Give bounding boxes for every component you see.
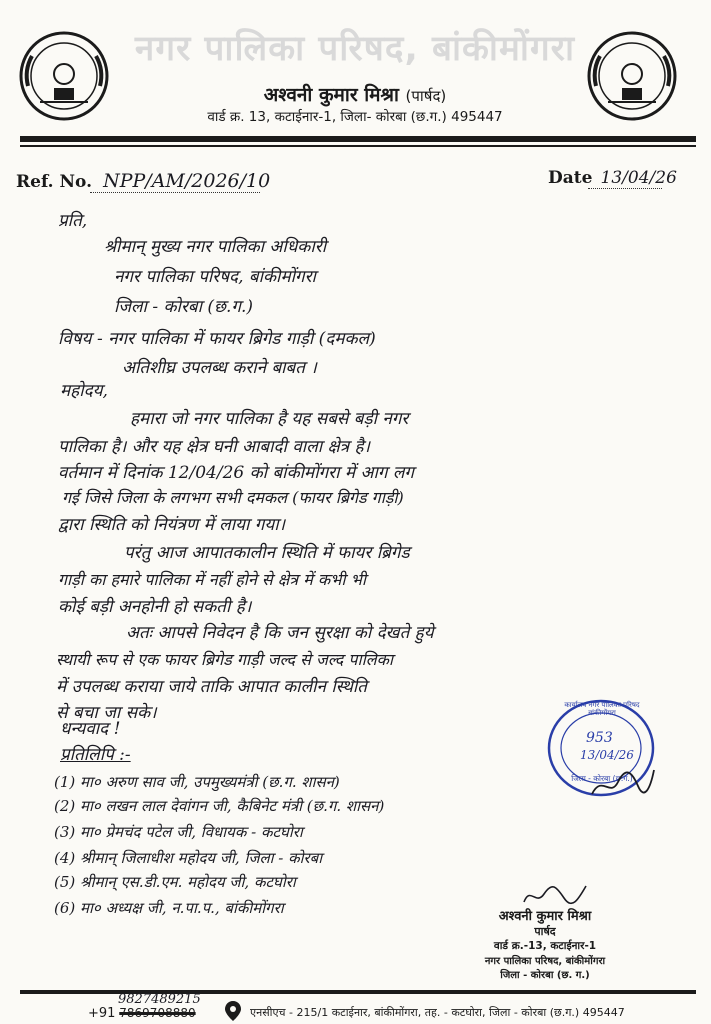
signature-block: [470, 906, 620, 981]
receiver-signature-icon: [588, 764, 658, 804]
cc-item: (1) मा० अरुण साव जी, उपमुख्यमंत्री (छ.ग. शासन): [54, 773, 340, 791]
body-line: परंतु आज आपातकालीन स्थिति में फायर ब्रिगेड: [124, 543, 410, 563]
recipient-line: जिला - कोरबा (छ.ग.): [114, 297, 253, 317]
signer-council: नगर पालिका परिषद, बांकीमोंगरा: [484, 956, 606, 967]
body-line: अतः आपसे निवेदन है कि जन सुरक्षा को देखते हुये: [126, 623, 434, 643]
council-emblem-right: [586, 30, 678, 122]
seal-inward-date: 13/04/26: [580, 748, 634, 762]
cc-number: 2: [59, 797, 70, 815]
cc-text: मा० लखन लाल देवांगन जी, कैबिनेट मंत्री (छ.ग. शासन): [80, 797, 385, 815]
closing: धन्यवाद !: [60, 719, 121, 739]
body-line: वर्तमान में दिनांक 12/04/26 को बांकीमोंगरा में आग लग: [58, 463, 414, 483]
body-line: द्वारा स्थिति को नियंत्रण में लाया गया।: [58, 515, 286, 535]
header-divider-thin: [20, 145, 696, 147]
signer-name: अश्वनी कुमार मिश्रा: [498, 909, 592, 924]
location-pin-icon: [224, 1000, 242, 1022]
date-underline: [588, 188, 662, 189]
date-label: Date: [548, 168, 593, 188]
member-name-line: [150, 81, 560, 107]
recipient-line: श्रीमान् मुख्य नगर पालिका अधिकारी: [104, 237, 327, 257]
cc-item: (3) मा० प्रेमचंद पटेल जी, विधायक - कटघोरा: [54, 823, 303, 841]
body-line: हमारा जो नगर पालिका है यह सबसे बड़ी नगर: [130, 409, 409, 429]
cc-number: 6: [59, 899, 70, 917]
cc-text: मा० प्रेमचंद पटेल जी, विधायक - कटघोरा: [80, 823, 303, 841]
to-salutation: प्रति,: [58, 211, 88, 231]
date-value: 13/04/26: [600, 168, 677, 188]
footer-phone: [88, 1006, 196, 1021]
cc-number: 5: [59, 873, 70, 891]
cc-item: (4) श्रीमान् जिलाधीश महोदय जी, जिला - कोरबा: [54, 849, 323, 867]
cc-item: (2) मा० लखन लाल देवांगन जी, कैबिनेट मंत्री (छ.ग. शासन): [54, 797, 385, 815]
signer-district: जिला - कोरबा (छ. ग.): [500, 970, 590, 981]
cc-number: 1: [59, 773, 70, 791]
council-name: नगर पालिका परिषद, बांकीमोंगरा: [134, 29, 576, 69]
body-line: से बचा जा सके।: [56, 703, 157, 723]
footer-phone-struck: 7869708880: [119, 1006, 196, 1020]
cc-item: (5) श्रीमान् एस.डी.एम. महोदय जी, कटघोरा: [54, 873, 296, 891]
ref-label: Ref. No.: [16, 172, 92, 192]
footer-phone-handwritten: 9827489215: [118, 992, 201, 1007]
cc-text: श्रीमान् जिलाधीश महोदय जी, जिला - कोरबा: [80, 849, 323, 867]
signer-role: पार्षद: [534, 925, 556, 938]
recipient-line: नगर पालिका परिषद, बांकीमोंगरा: [114, 267, 316, 287]
header-divider: [20, 136, 696, 142]
member-address: वार्ड क्र. 13, कटाईनार-1, जिला- कोरबा (छ.ग.) 495447: [207, 109, 503, 125]
body-line: कोई बड़ी अनहोनी हो सकती है।: [58, 597, 252, 617]
seal-ring-text: कार्यालय नगर पालिका परिषद बांकीमोंगरा: [564, 701, 640, 717]
ref-underline: [90, 192, 260, 193]
member-name: अश्वनी कुमार मिश्रा: [263, 84, 399, 106]
body-line: में उपलब्ध कराया जाये ताकि आपात कालीन स्थिति: [56, 677, 367, 697]
council-emblem-left: [18, 30, 110, 122]
ref-line: [16, 170, 270, 192]
subject-text-2: अतिशीघ्र उपलब्ध कराने बाबत ।: [122, 358, 317, 378]
cc-text: श्रीमान् एस.डी.एम. महोदय जी, कटघोरा: [80, 873, 296, 891]
cc-label: प्रतिलिपि :-: [60, 745, 131, 765]
date-line: [548, 168, 677, 188]
footer-address: एनसीएच - 215/1 कटाईनार, बांकीमोंगरा, तह. - कटघोरा, जिला - कोरबा (छ.ग.) 495447: [250, 1006, 625, 1019]
cc-item: (6) मा० अध्यक्ष जी, न.पा.प., बांकीमोंगरा: [54, 899, 284, 917]
cc-number: 4: [59, 849, 70, 867]
body-line: गाड़ी का हमारे पालिका में नहीं होने से क्षेत्र में कभी भी: [58, 570, 367, 589]
footer-phone-prefix: +91: [88, 1006, 116, 1021]
subject-text-1: नगर पालिका में फायर ब्रिगेड गाड़ी (दमकल): [108, 329, 376, 349]
subject-label: विषय -: [58, 329, 103, 349]
member-role: (पार्षद): [405, 87, 447, 105]
cc-number: 3: [59, 823, 70, 841]
greeting: महोदय,: [60, 381, 108, 401]
letterhead: [0, 0, 711, 150]
subject-line-1: [58, 326, 376, 349]
ref-value: NPP/AM/2026/10: [103, 170, 271, 192]
cc-text: मा० अरुण साव जी, उपमुख्यमंत्री (छ.ग. शासन): [80, 773, 340, 791]
body-line: पालिका है। और यह क्षेत्र घनी आबादी वाला क्षेत्र है।: [58, 437, 370, 457]
body-line: स्थायी रूप से एक फायर ब्रिगेड गाड़ी जल्द से जल्द पालिका: [56, 650, 394, 669]
signer-ward: वार्ड क्र.-13, कटाईनार-1: [493, 940, 597, 952]
seal-district: जिला - कोरबा (छ.ग.): [571, 774, 633, 783]
body-line: गई जिसे जिला के लगभग सभी दमकल (फायर ब्रिगेड गाड़ी): [62, 488, 404, 507]
cc-text: मा० अध्यक्ष जी, न.पा.प., बांकीमोंगरा: [80, 899, 284, 917]
seal-inward-no: 953: [586, 730, 613, 746]
